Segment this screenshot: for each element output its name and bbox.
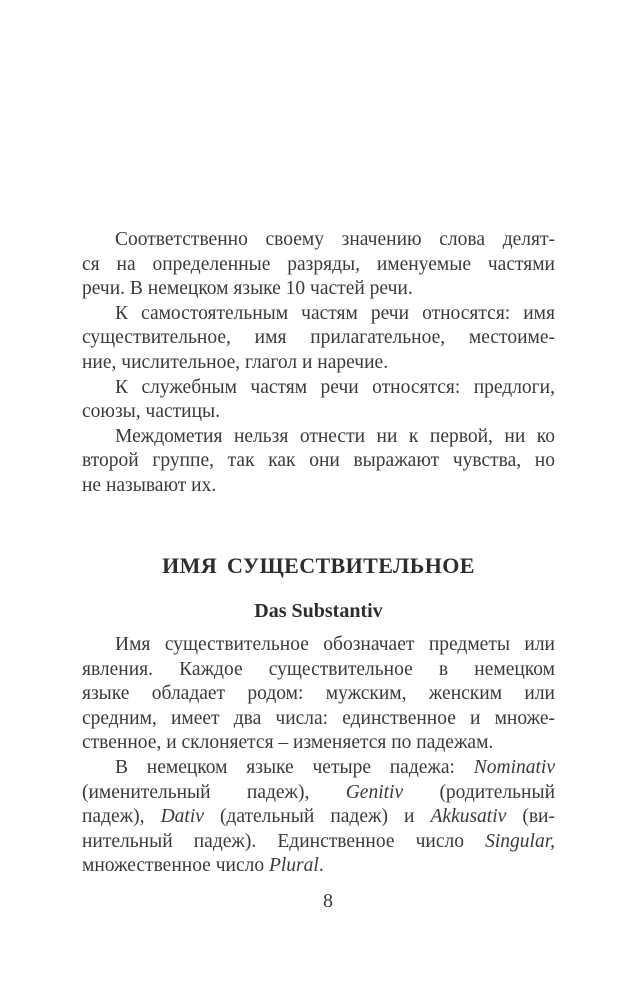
text-segment: языке обладает родом: мужским, женским или (82, 683, 555, 705)
text-line (82, 277, 555, 302)
text-segment: речи. В немецком языке 10 частей речи. (82, 278, 413, 300)
text-line (82, 633, 555, 658)
text-segment: средним, имеет два числа: единственное и множе- (82, 707, 555, 729)
text-segment: Соответственно своему значению слова делят- (115, 229, 555, 250)
text-segment: (ви- (506, 806, 555, 828)
text-segment: (дательный падеж) и (203, 806, 431, 828)
paragraph (82, 633, 555, 756)
text-segment: К служебным частям речи относятся: предлоги, (115, 376, 555, 398)
text-segment: не называют их. (82, 474, 217, 496)
text-segment: падеж), (82, 806, 161, 828)
text-line (82, 474, 555, 499)
paragraph (82, 425, 555, 499)
text-line (82, 830, 555, 855)
italic-term: Akkusativ (430, 806, 507, 828)
text-line (82, 854, 555, 879)
text-segment: Имя существительное обозначает предметы или (115, 634, 555, 655)
text-segment: множественное число (82, 855, 269, 877)
text-segment: второй группе, так как они выражают чувства, но (82, 450, 555, 472)
text-segment: ственное, и склоняется – изменяется по падежам. (82, 732, 494, 754)
italic-term: Dativ (160, 806, 204, 828)
text-line (82, 731, 555, 756)
section-title: ИМЯ СУЩЕСТВИТЕЛЬНОЕ (162, 553, 475, 578)
section-text-block (82, 633, 555, 879)
text-line (82, 228, 555, 253)
text-line (82, 253, 555, 278)
text-line (82, 756, 555, 781)
section-subtitle: Das Substantiv (254, 600, 383, 622)
paragraph (82, 756, 555, 879)
text-segment: ся на определенные разряды, именуемые частями (82, 253, 555, 275)
text-line (82, 707, 555, 732)
text-line (82, 326, 555, 351)
text-line (82, 805, 555, 830)
paragraph (82, 228, 555, 302)
text-segment: (именительный падеж), (82, 781, 346, 803)
text-segment: . (318, 855, 324, 877)
text-line (82, 682, 555, 707)
italic-term: Genitiv (345, 781, 404, 803)
text-segment: ние, числительное, глагол и наречие. (82, 351, 389, 373)
page-number: 8 (323, 890, 333, 912)
italic-term: Singular, (485, 830, 555, 852)
text-line (82, 351, 555, 376)
text-line (82, 376, 555, 401)
paragraph (82, 376, 555, 425)
text-line (82, 658, 555, 683)
text-segment: Междометия нельзя отнести ни к первой, ни ко (115, 425, 555, 447)
text-line (82, 781, 555, 806)
italic-term: Plural (268, 855, 319, 877)
paragraph (82, 302, 555, 376)
text-segment: (родительный (403, 781, 556, 803)
text-segment: явления. Каждое существительное в немецком (82, 658, 555, 680)
intro-text-block (82, 228, 555, 499)
text-segment: союзы, частицы. (82, 401, 221, 423)
text-line (82, 400, 555, 425)
text-segment: В немецком языке четыре падежа: (115, 756, 474, 778)
text-line (82, 449, 555, 474)
text-line (82, 302, 555, 327)
text-segment: нительный падеж). Единственное число (82, 830, 486, 852)
text-line (82, 425, 555, 450)
italic-term: Nominativ (473, 756, 555, 778)
text-segment: К самостоятельным частям речи относятся: имя (115, 302, 555, 324)
text-segment: существительное, имя прилагательное, местоиме- (82, 327, 555, 349)
